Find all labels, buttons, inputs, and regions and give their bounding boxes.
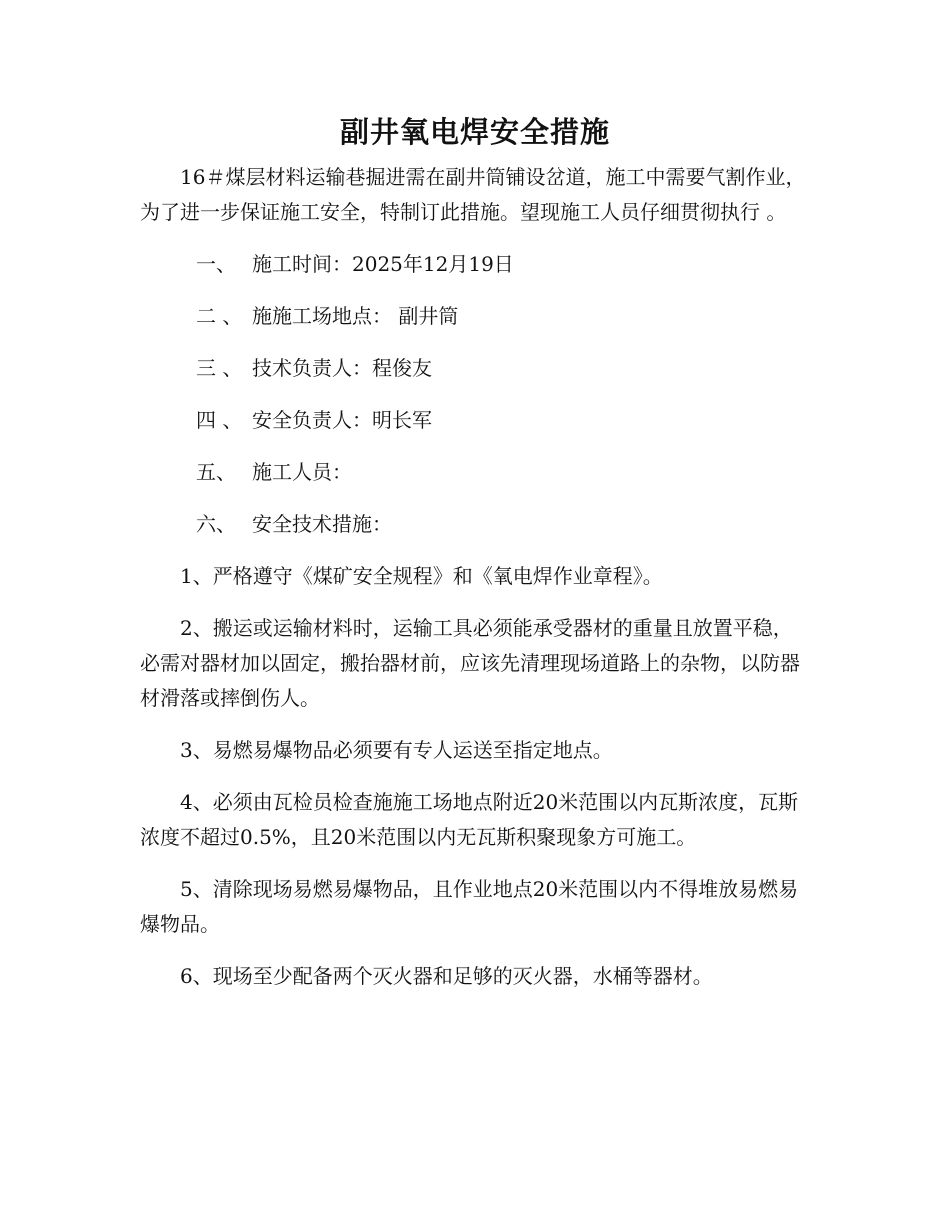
- item-text: 施工人员：: [252, 460, 352, 484]
- item-text: 技术负责人：程俊友: [252, 356, 432, 380]
- item-text: 施工时间：2025年12月19日: [252, 252, 514, 276]
- item-safety-measures: [140, 507, 810, 542]
- item-text: 安全负责人：明长军: [252, 408, 432, 432]
- document-page: [140, 112, 810, 1011]
- document-title: 副井氧电焊安全措施: [339, 115, 610, 149]
- item-number: 三 、: [196, 356, 243, 380]
- item-number: 一、: [196, 252, 236, 276]
- item-number: 四 、: [196, 408, 243, 432]
- item-number: 五、: [196, 460, 236, 484]
- item-construction-time: [140, 247, 810, 282]
- intro-paragraph: 16＃煤层材料运输巷掘进需在副井筒铺设岔道，施工中需要气割作业，为了进一步保证施工安全，特制订此措施。望现施工人员仔细贯彻执行 。: [140, 165, 806, 224]
- item-text: 施施工场地点： 副井筒: [252, 304, 459, 328]
- item-workers: [140, 455, 810, 490]
- measure-paragraph: 5、清除现场易燃易爆物品，且作业地点20米范围以内不得堆放易燃易爆物品。: [140, 877, 799, 936]
- item-number: 六、: [196, 512, 236, 536]
- measure-paragraph: 6、现场至少配备两个灭火器和足够的灭火器，水桶等器材。: [180, 964, 713, 988]
- item-number: 二 、: [196, 304, 243, 328]
- measure-paragraph: 4、必须由瓦检员检查施施工场地点附近20米范围以内瓦斯浓度，瓦斯浓度不超过0.5%，且20米范围以内无瓦斯积聚现象方可施工。: [140, 790, 799, 849]
- measure-paragraph: 1、严格遵守《煤矿安全规程》和《氧电焊作业章程》。: [180, 564, 663, 588]
- measure-paragraph: 3、易燃易爆物品必须要有专人运送至指定地点。: [180, 738, 613, 762]
- item-construction-site: [140, 299, 810, 334]
- measure-paragraph: 2、搬运或运输材料时，运输工具必须能承受器材的重量且放置平稳，必需对器材加以固定，搬抬器材前，应该先清理现场道路上的杂物，以防器材滑落或摔倒伤人。: [140, 616, 800, 710]
- item-safety-lead: [140, 403, 810, 438]
- item-text: 安全技术措施：: [252, 512, 392, 536]
- item-technical-lead: [140, 351, 810, 386]
